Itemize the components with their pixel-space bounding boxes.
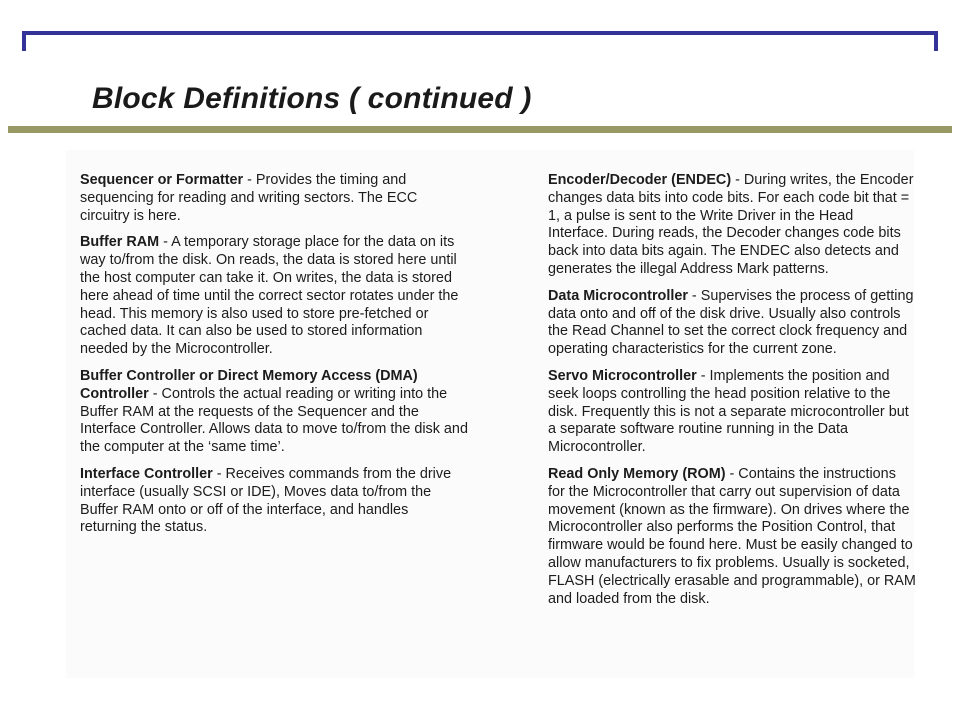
definition-sequencer [80,172,468,225]
definition-term: Read Only Memory (ROM) [548,465,726,482]
slide-frame-right-tick [934,31,938,51]
definition-text: - Controls the actual reading or writing into the Buffer RAM at the requests of the Sequencer and the Interface Controller. Allows data to move to/from the disk and the computer at the ‘same time’. [80,385,468,456]
left-definitions-column [80,172,468,546]
definition-endec [548,172,916,279]
slide-title: Block Definitions ( continued ) [92,82,532,115]
definition-text: - Supervises the process of getting data onto and off of the disk drive. Usually also controls the Read Channel to set the correct clock frequency and operating characteristics for the current zone. [548,287,914,358]
right-definitions-column [548,172,916,617]
definition-term: Data Microcontroller [548,287,688,304]
definition-rom [548,466,916,608]
definition-text: - Contains the instructions for the Microcontroller that carry out supervision of data movement (known as the firmware). On drives where the Microcontroller also performs the Position Control, that firmware would be found here. Must be easily changed to allow manufacturers to fix problems. Usually is socketed, FLASH (electrically erasable and programmable), or RAM and loaded from the disk. [548,465,916,607]
slide-frame-left-tick [22,31,26,51]
definition-buffer-ram [80,234,468,359]
definition-term: Servo Microcontroller [548,367,697,384]
title-underline-bar [8,126,952,133]
definition-text: - Receives commands from the drive interface (usually SCSI or IDE), Moves data to/from the Buffer RAM onto or off of the interface, and handles returning the status. [80,465,452,536]
definition-term: Encoder/Decoder (ENDEC) [548,172,732,188]
definition-text: - Implements the position and seek loops controlling the head position relative to the disk. Frequently this is not a separate microcontroller but a separate software routine running in the Data Microcontroller. [548,367,909,456]
definition-text: - A temporary storage place for the data on its way to/from the disk. On reads, the data is stored here until the host computer can take it. On writes, the data is stored here ahead of time until the correct sector rotates under the head. This memory is also used to store pre-fetched or cached data. It can also be used to stored information needed by the Microcontroller. [80,234,459,358]
slide-frame-top-border [22,31,938,35]
definition-term: Buffer Controller or Direct Memory Access (DMA) Controller [80,367,418,402]
definition-text: - Provides the timing and sequencing for reading and writing sectors. The ECC circuitry is here. [80,172,418,224]
definition-buffer-controller [80,368,468,457]
definition-data-microcontroller [548,288,916,359]
definition-interface-controller [80,466,468,537]
definition-term: Buffer RAM [80,234,160,251]
definition-servo-microcontroller [548,368,916,457]
definition-term: Sequencer or Formatter [80,172,244,188]
definition-term: Interface Controller [80,465,213,482]
definition-text: - During writes, the Encoder changes data bits into code bits. For each code bit that = 1, a pulse is sent to the Write Driver in the Head Interface. During reads, the Decoder changes code bits back into data bits again. The ENDEC also detects and generates the illegal Address Mark patterns. [548,172,914,277]
